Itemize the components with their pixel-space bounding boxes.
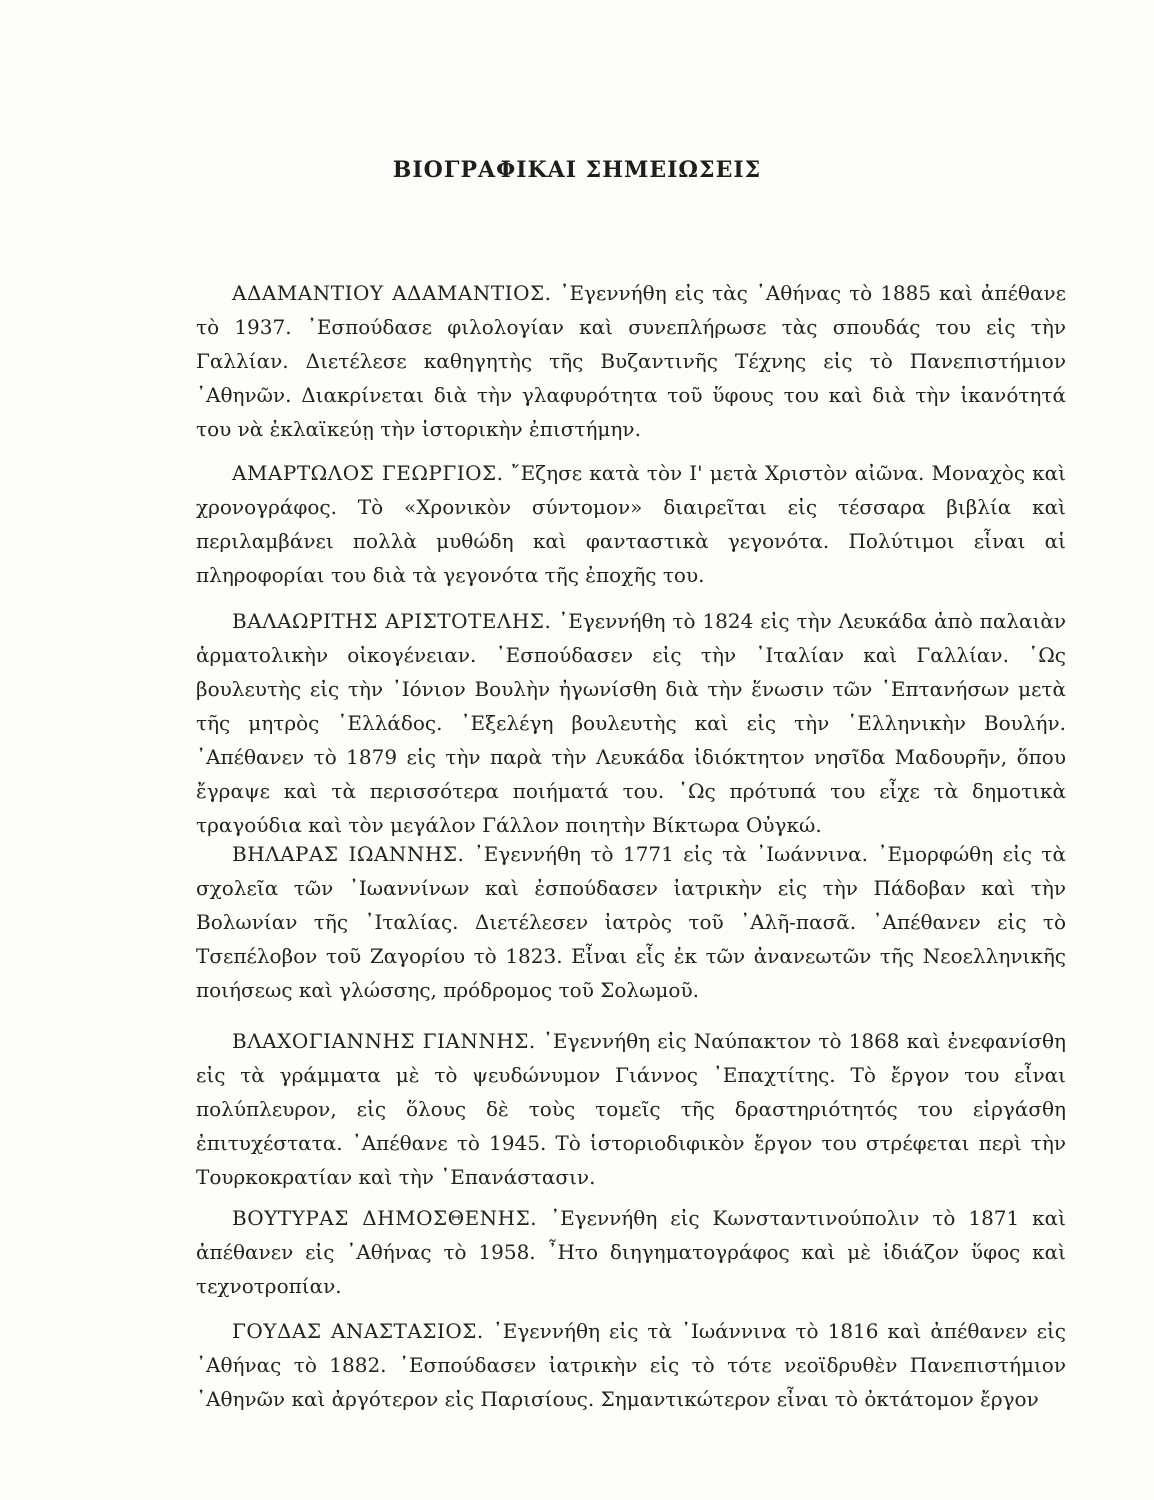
bio-name: ΒΟΥΤΥΡΑΣ ΔΗΜΟΣΘΕΝΗΣ.: [232, 1206, 538, 1230]
bio-name: ΒΗΛΑΡΑΣ ΙΩΑΝΝΗΣ.: [232, 842, 465, 866]
bio-text: ᾿Εγεννήθη εἰς τὰς ᾿Αθήνας τὸ 1885 καὶ ἀπέθανε τὸ 1937. ᾿Εσπούδασε φιλολογίαν καὶ συνεπλήρωσε τὰς σπουδάς του εἰς τὴν Γαλλίαν. Διετέλεσε καθηγητὴς τῆς Βυζαντινῆς Τέχνης εἰς τὸ Πανεπιστήμιον ᾿Αθηνῶν. Διακρίνεται διὰ τὴν γλαφυρότητα τοῦ ὕφους του καὶ διὰ τὴν ἱκανότητά του νὰ ἐκλαϊκεύῃ τὴν ἱστορικὴν ἐπιστήμην.: [196, 281, 1066, 441]
bio-name: ΑΔΑΜΑΝΤΙΟΥ ΑΔΑΜΑΝΤΙΟΣ.: [232, 281, 552, 305]
bio-text: ᾿Εγεννήθη τὸ 1824 εἰς τὴν Λευκάδα ἀπὸ παλαιὰν ἁρματολικὴν οἰκογένειαν. ᾿Εσπούδασεν εἰς τὴν ᾿Ιταλίαν καὶ Γαλλίαν. ῾Ως βουλευτὴς εἰς τὴν ᾿Ιόνιον Βουλὴν ἠγωνίσθη διὰ τὴν ἕνωσιν τῶν ῾Επτανήσων μετὰ τῆς μητρὸς ῾Ελλάδος. ᾿Εξελέγη βουλευτὴς καὶ εἰς τὴν ῾Ελληνικὴν Βουλήν. ᾿Απέθανεν τὸ 1879 εἰς τὴν παρὰ τὴν Λευκάδα ἰδιόκτητον νησῖδα Μαδουρῆν, ὅπου ἔγραψε καὶ τὰ περισσότερα ποιήματά του. ῾Ως πρότυπά του εἶχε τὰ δημοτικὰ τραγούδια καὶ τὸν μεγάλον Γάλλον ποιητὴν Βίκτωρα Οὐγκώ.: [196, 609, 1067, 837]
bio-text: ᾿Εγεννήθη εἰς Ναύπακτον τὸ 1868 καὶ ἐνεφανίσθη εἰς τὰ γράμματα μὲ τὸ ψευδώνυμον Γιάννος ᾿Επαχτίτης. Τὸ ἔργον του εἶναι πολύπλευρον, εἰς ὅλους δὲ τοὺς τομεῖς τῆς δραστηριότητός του εἰργάσθη ἐπιτυχέστατα. ᾿Απέθανε τὸ 1945. Τὸ ἱστοριοδιφικὸν ἔργον του στρέφεται περὶ τὴν Τουρκοκρατίαν καὶ τὴν ᾿Επανάστασιν.: [196, 1029, 1066, 1189]
bio-entry-vilaras: [196, 837, 1066, 1007]
bio-entry-voutyras: [196, 1201, 1066, 1303]
bio-name: ΒΑΛΑΩΡΙΤΗΣ ΑΡΙΣΤΟΤΕΛΗΣ.: [232, 609, 552, 633]
bio-entry-vlachogiannis: [196, 1024, 1066, 1194]
bio-text: ᾿Εγεννήθη τὸ 1771 εἰς τὰ ᾿Ιωάννινα. ᾿Εμορφώθη εἰς τὰ σχολεῖα τῶν ᾿Ιωαννίνων καὶ ἐσπούδασεν ἰατρικὴν εἰς τὴν Πάδοβαν καὶ τὴν Βολωνίαν τῆς ᾿Ιταλίας. Διετέλεσεν ἰατρὸς τοῦ ᾿Αλῆ-πασᾶ. ᾿Απέθανεν εἰς τὸ Τσεπέλοβον τοῦ Ζαγορίου τὸ 1823. Εἶναι εἷς ἐκ τῶν ἀνανεωτῶν τῆς Νεοελληνικῆς ποιήσεως καὶ γλώσσης, πρόδρομος τοῦ Σολωμοῦ.: [196, 842, 1066, 1002]
bio-entry-goudas: [196, 1314, 1066, 1416]
bio-entry-adamantiou: [196, 276, 1066, 446]
bio-entry-valaoritis: [196, 604, 1066, 842]
page-title: ΒΙΟΓΡΑΦΙΚΑΙ ΣΗΜΕΙΩΣΕΙΣ: [392, 157, 762, 183]
bio-name: ΑΜΑΡΤΩΛΟΣ ΓΕΩΡΓΙΟΣ.: [232, 461, 504, 485]
bio-name: ΒΛΑΧΟΓΙΑΝΝΗΣ ΓΙΑΝΝΗΣ.: [232, 1029, 536, 1053]
bio-text: ᾿Εγεννήθη εἰς τὰ ᾿Ιωάννινα τὸ 1816 καὶ ἀπέθανεν εἰς ᾿Αθήνας τὸ 1882. ᾿Εσπούδασεν ἰατρικὴν εἰς τὸ τότε νεοϊδρυθὲν Πανεπιστήμιον ᾿Αθηνῶν καὶ ἀργότερον εἰς Παρισίους. Σημαντικώτερον εἶναι τὸ ὀκτάτομον ἔργον: [196, 1319, 1066, 1411]
bio-entry-amartolos: [196, 456, 1066, 592]
bio-name: ΓΟΥΔΑΣ ΑΝΑΣΤΑΣΙΟΣ.: [232, 1319, 484, 1343]
bio-text: ᾿Εγεννήθη εἰς Κωνσταντινούπολιν τὸ 1871 καὶ ἀπέθανεν εἰς ᾿Αθήνας τὸ 1958. ῏Ητο διηγηματογράφος καὶ μὲ ἰδιάζον ὕφος καὶ τεχνοτροπίαν.: [196, 1206, 1067, 1298]
bio-text: ῎Εζησε κατὰ τὸν Ι' μετὰ Χριστὸν αἰῶνα. Μοναχὸς καὶ χρονογράφος. Τὸ «Χρονικὸν σύντομον» διαιρεῖται εἰς τέσσαρα βιβλία καὶ περιλαμβάνει πολλὰ μυθώδη καὶ φανταστικὰ γεγονότα. Πολύτιμοι εἶναι αἱ πληροφορίαι του διὰ τὰ γεγονότα τῆς ἐποχῆς του.: [196, 461, 1066, 587]
